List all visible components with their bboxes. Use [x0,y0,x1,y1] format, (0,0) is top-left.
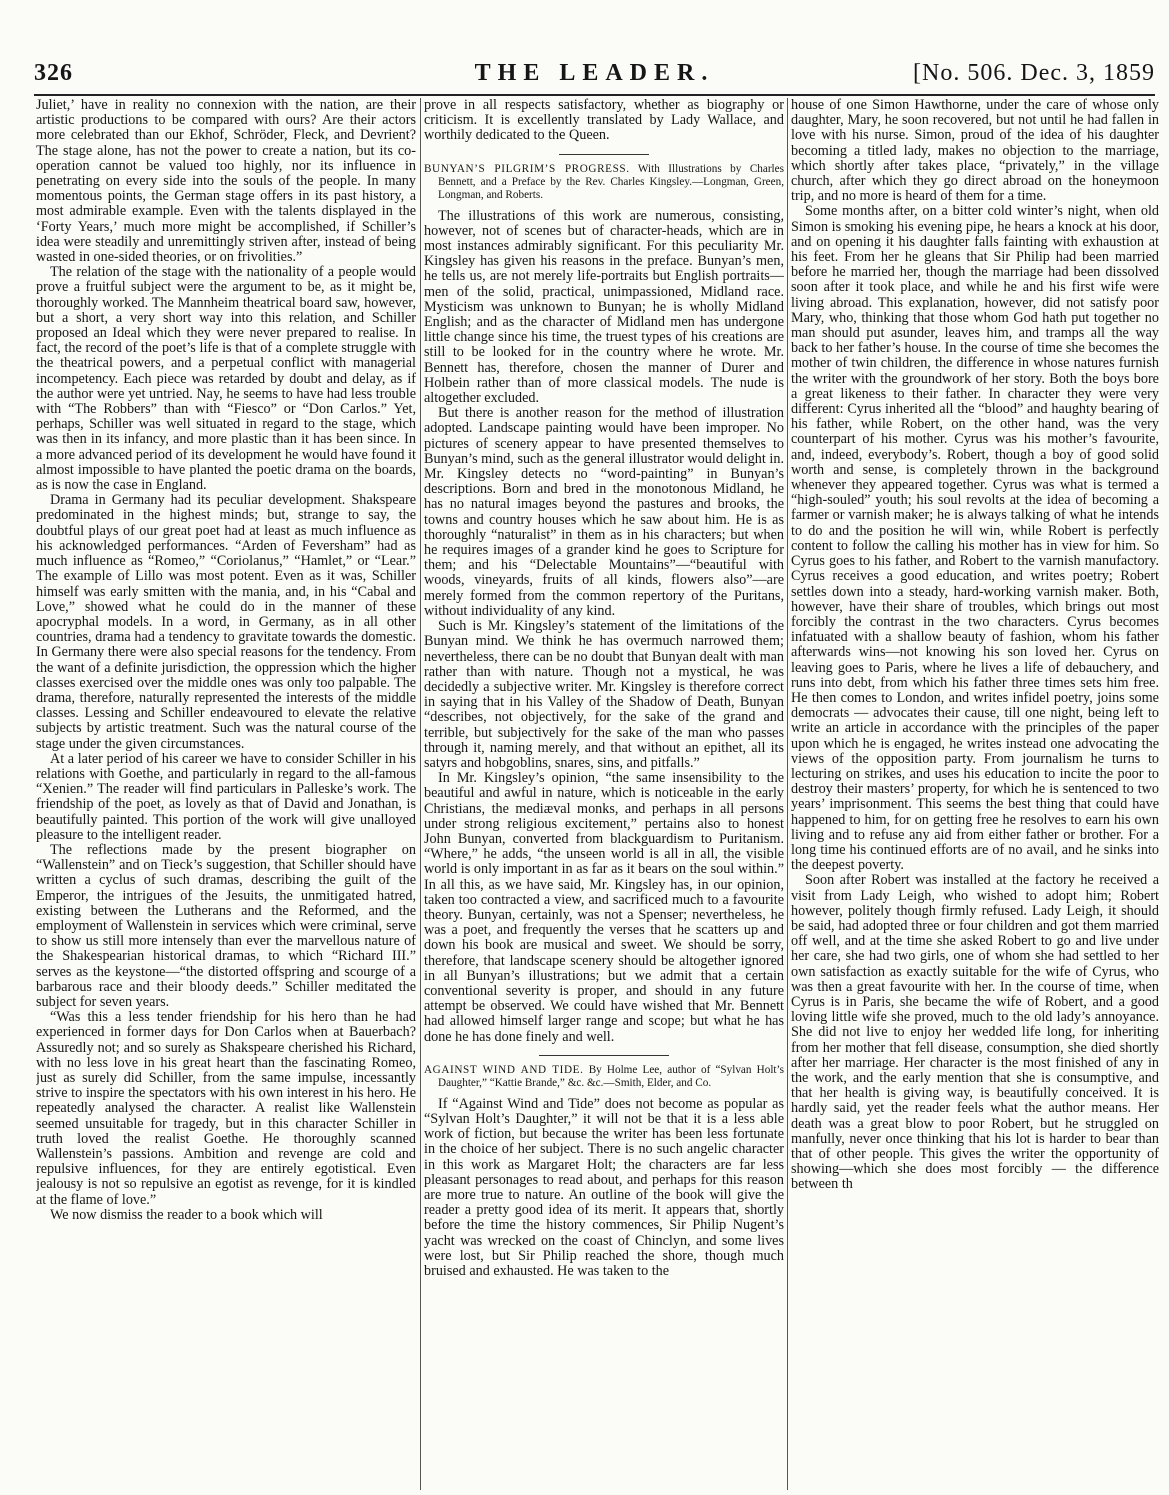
paragraph: Drama in Germany had its peculiar development. Shakspeare predominated in the highest minds; but, strange to say, the doubtful plays of our great poet had at least as much influence as his acknowledged performances. “Arden of Feversham” had as much influence as “Romeo,” “Coriolanus,” “Hamlet,” or “Lear.” The example of Lillo was most potent. Even as it was, Schiller himself was early smitten with the mania, and, in his “Cabal and Love,” showed what he could do in the manner of these apocryphal models. In a word, in Germany, as in all other countries, drama had a tendency to gravitate towards the domestic. In Germany there were also special reasons for the tendency. From the want of a definite jurisdiction, the oppression which the higher classes exercised over the middle ones was only too palpable. The drama, therefore, naturally represented the interests of the middle classes. Lessing and Schiller endeavoured to elevate the relative subjects by artistic treatment. Such was the natural course of the stage under the given circumstances. [36,492,416,752]
column-1 [36,98,416,1490]
paragraph: We now dismiss the reader to a book which will [50,1206,323,1223]
review-title: BUNYAN’S PILGRIM’S PROGRESS. [424,162,630,175]
column-3 [791,98,1159,1490]
paragraph: The illustrations of this work are numerous, consisting, however, not of scenes but of character-heads, which are in most instances admirably significant. For this peculiarity Mr. Kingsley has given his reasons in the preface. Bunyan’s men, he tells us, are not merely life-portraits but English portraits—men of the solid, practical, unimpassioned, Midland race. Mysticism was unknown to Bunyan; he is wholly Midland English; and as the character of Midland men has undergone little change since his time, the truest types of his creations are still to be looked for in the country where he wrote. Mr. Bennett has, therefore, chosen the manner of Durer and Holbein rather than of more classical models. The nude is altogether excluded. [424,207,784,407]
review-heading-bunyan [424,163,784,202]
paragraph: If “Against Wind and Tide” does not become as popular as “Sylvan Holt’s Daughter,” it will not be that it is a less able work of fiction, but because the writer has been less fortunate in the choice of her subject. There is no such angelic character in this work as Margaret Holt; the characters are far less pleasant personages to read about, and perhaps for this reason are more true to nature. An outline of the book will give the reader a pretty good idea of its merit. It appears that, shortly before the time the history commences, Sir Philip Nugent’s yacht was wrecked on the coast of Chinclyn, and some lives were lost, but Sir Philip reached the shore, though much bruised and exhausted. He was taken to the [424,1095,784,1280]
column-2 [424,98,784,1490]
paragraph: In Mr. Kingsley’s opinion, “the same insensibility to the beautiful and awful in nature, which is noticeable in the early Christians, the mediæval monks, and perhaps in all persons under strong religious excitement,” pertains also to honest John Bunyan, converted from blackguardism to Puritanism. “Where,” he adds, “the unseen world is all in all, the visible world is only important in as far as it bears on the soul within.” In all this, as we have said, Mr. Kingsley has, in our opinion, taken too contracted a view, and sacrificed much to a favourite theory. Bunyan, certainly, was not a Spenser; nevertheless, he was a poet, and frequently the verses that he scatters up and down his book are musical and sweet. We should be sorry, therefore, that landscape scenery should be altogether ignored in all Bunyan’s illustrations; but we admit that a certain conventional severity is proper, and should in any future attempt be observed. We could have wished that Mr. Bennett had allowed himself larger range and scope; but what he has done he has done finely and well. [424,770,784,1045]
paragraph: house of one Simon Hawthorne, under the care of whose only daughter, Mary, he soon recovered, but not until he had fallen in love with his nurse. Simon, proud of the idea of his daughter becoming a titled lady, makes no objection to the marriage, which shortly after takes place, “privately,” in the village church, after which they go direct abroad on the honeymoon trip, and no more is heard of them for a time. [791,98,1159,205]
paragraph: At a later period of his career we have to consider Schiller in his relations with Goethe, and particularly in regard to the all-famous “Xenien.” The reader will find particulars in Palleske’s work. The friendship of the poet, as lovely as that of David and Jonathan, is beautifully painted. This portion of the work will give unalloyed pleasure to the intelligent reader. [36,750,416,843]
paragraph: “Was this a less tender friendship for his hero than he had experienced in former days for Don Carlos when at Bauerbach? Assuredly not; and so surely as Shakspeare cherished his Richard, with no less love in his great heart than the fascinating Romeo, just as surely did Schiller, from the same impulse, incessantly strive to inspire the spectators with his own interest in his hero. He repeatedly analysed the character. A realist like Wallenstein seemed unsuitable for tragedy, but in this character Schiller in truth loved the realist Goethe. He thoroughly scanned Wallenstein’s passions. Ambition and revenge are cold and repulsive influences, for they are entirely egotistical. Even jealousy is not so repulsive an egotist as revenge, for it is kindled at the flame of love.” [36,1009,416,1208]
paragraph: prove in all respects satisfactory, whether as biography or criticism. It is excellently translated by Lady Wallace, and worthily dedicated to the Queen. [424,98,784,144]
masthead: THE LEADER. [474,60,715,86]
paragraph: The relation of the stage with the nationality of a people would prove a fruitful subject were the argument to be, as it might be, thoroughly worked. The Mannheim theatrical board saw, however, but a short, a very short way into this relation, and Schiller proposed an Ideal which they were never prepared to realise. In fact, the record of the poet’s life is that of a complete struggle with the theatrical powers, and a perpetual conflict with managerial incompetency. Each piece was retarded by doubt and delay, as if the author were yet untried. Nay, he seems to have had less trouble with “The Robbers” than with “Fiesco” or “Don Carlos.” Yet, perhaps, Schiller was well situated in regard to the stage, which was then in its infancy, and more plastic than it has been since. In a more advanced period of its development he would have found it almost impossible to have planted the poetic drama on the boards, as is now the case in England. [36,264,416,494]
paragraph: The reflections made by the present biographer on “Wallenstein” and on Tieck’s suggestion, that Schiller should have written a cyclus of such dramas, describing the guilt of the Emperor, the intrigues of the Jesuits, the unmitigated hatred, existing between the Lutherans and the Reformed, and the employment of Wallenstein in services which were criminal, serve to show us still more intensely than ever the marvellous nature of the Shakespearian historical dramas, to which “Richard III.” serves as the keystone—“the distorted offspring and scourge of a barbarous race and their bloody deeds.” Schiller meditated the subject for seven years. [36,841,416,1010]
review-heading-against-wind-and-tide [424,1064,784,1090]
review-title: AGAINST WIND AND TIDE. [424,1063,584,1076]
paragraph: Soon after Robert was installed at the factory he received a visit from Lady Leigh, who wished to adopt him; Robert however, politely though firmly refused. Lady Leigh, it should be said, had adopted three or four children and got them married off well, and at the time she asked Robert to go and live under her care, she had two girls, one of whom she had settled to her own satisfaction as exactly suitable for the wife of Cyrus, who was then a great favourite with her. In the course of time, when Cyrus is in Paris, she became the wife of Robert, and a good loving little wife she proved, much to the old lady’s annoyance. She did not live to enjoy her wedded life long, for inheriting from her mother that fell disease, consumption, she died shortly after her marriage. Her character is the most finished of any in the work, and the early mention that she is consumptive, and that her health is giving way, is beautifully conceived. It is hardly said, yet the reader feels what the author means. Her death was a great blow to poor Robert, but he struggled on manfully, never once thinking that his lot is harder to bear than that of other people. This gives the writer the opportunity of showing—which she does most forcibly — the difference between th [791,872,1159,1193]
page-number: 326 [34,60,73,86]
paragraph: Juliet,’ have in reality no connexion with the nation, are their artistic productions to be compared with ours? Are their actors more celebrated than our Ekhof, Schröder, Fleck, and Devrient? The stage alone, has not the power to create a nation, but its co-operation cannot be valued too highly, nor its influence in penetrating on every side into the souls of the people. In many momentous points, the German stage offers in its past history, a most admirable example. Even with the talents displayed in the ‘Forty Years,’ much more might be accomplished, if Schiller’s idea were steadily and unremittingly striven after, instead of being wasted in one-sided theories, or on frivolities.” [36,98,416,266]
review-publication-details: By Holme Lee, author of “Sylvan Holt’s Daughter,” “Kattie Brande,” &c. &c.—Smith, Elder, and Co. [438,1063,784,1089]
paragraph: But there is another reason for the method of illustration adopted. Landscape painting would have been improper. No pictures of scenery appear to have presented themselves to Bunyan’s mind, such as the general illustrator would delight in. Mr. Kingsley detects no “word-painting” in Bunyan’s descriptions. Born and bred in the monotonous Midland, he has no natural images beyond the pastures and brooks, the towns and country houses which he saw about him. He is as thoroughly “naturalist” in them as in his characters; but when he requires images of a grander kind he goes to Scripture for them; and his “Delectable Mountains”—“beautiful with woods, vineyards, fruits of all kinds, flowers also”—are merely formed from the common repertory of the Puritans, without individuality of any kind. [424,405,784,619]
issue-date: [No. 506. Dec. 3, 1859 [913,60,1155,86]
divider [559,154,649,155]
paragraph: Some months after, on a bitter cold winter’s night, when old Simon is smoking his evening pipe, he hears a knock at his door, and on opening it his daughter falls fainting with exhaustion at his feet. From her he gleans that Sir Philip had been married before he married her, though the marriage had been dissolved soon after it took place, and while he and his first wife were living abroad. This explanation, however, did not satisfy poor Mary, who, thinking that those whom God hath put together no man should put asunder, leaves him, and tramps all the way back to her father’s house. In the course of time she becomes the mother of twin children, the difference in whose natures furnish the writer with the groundwork of her story. Both the boys bore a great likeness to their father. In character they were very different: Cyrus inherited all the “blood” and haughty bearing of his father, while Robert, on the other hand, was the very counterpart of his mother. Cyrus was his mother’s favourite, and, indeed, everybody’s. Robert, though a boy of good solid worth and sense, is completely thrown in the background whenever they appeared together. Cyrus was what is termed a “high-souled” youth; his soul revolts at the idea of becoming a farmer or varnish maker; he is always talking of what he intends to do and the position he will win, while Robert is perfectly content to follow the calling his mother has in view for him. So Cyrus goes to his father, and Robert to the varnish manufactory. Cyrus receives a good education, and writes poetry; Robert settles down into a steady, hard-working varnish maker. Both, however, have their share of troubles, which brings out most forcibly the contrast in the two characters. Cyrus becomes infatuated with a shallow beauty of fashion, whom his father afterwards wins—not knowing his son loved her. Cyrus on leaving goes to Paris, where he lives a life of debauchery, and runs into debt, from which his father three times sets him free. He then comes to London, and writes infidel poetry, joins some democrats — advocates their cause, till one night, being left to write an article in accordance with the principles of the paper upon which he is engaged, he writes instead one advocating the views of the opposition party. From journalism he turns to lecturing on strikes, and uses his education to incite the poor to destroy their masters’ property, for which he is sentenced to two years’ imprisonment. This seems the best thing that could have happened to him, for on getting free he resolves to earn his own living and to refuse any aid from either father or brother. For a long time his continued efforts are of no avail, and he sinks into the deepest poverty. [791,203,1159,874]
column-rule [787,98,788,1490]
page-header [34,58,1155,96]
review-publication-details: With Illustrations by Charles Bennett, and a Preface by the Rev. Charles Kingsley.—Longman, Green, Longman, and Roberts. [438,162,784,201]
paragraph: Such is Mr. Kingsley’s statement of the limitations of the Bunyan mind. We think he has overmuch narrowed them; nevertheless, there can be no doubt that Bunyan dealt with man rather than with nature. Though not a mystical, he was decidedly a subjective writer. Mr. Kingsley is therefore correct in saying that in his Valley of the Shadow of Death, Bunyan “describes, not objectively, for the sake of the grand and terrible, but subjectively for the sake of the man who passes through it, naming merely, and that without an epithet, all its satyrs and hobgoblins, snares, sins, and pitfalls.” [424,618,784,771]
column-rule [420,98,421,1490]
divider [539,1055,669,1056]
